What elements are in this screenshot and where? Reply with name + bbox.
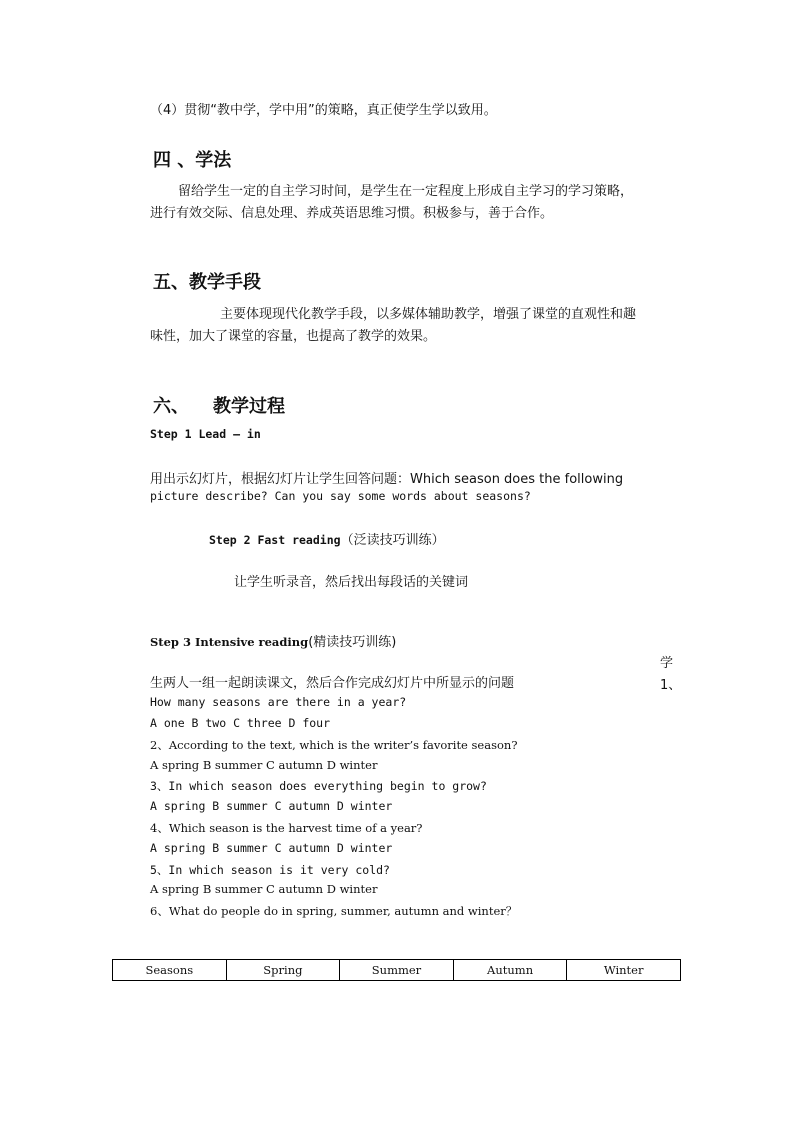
section-4-line-2: 进行有效交际、信息处理、养成英语思维习惯。积极参与，善于合作。 bbox=[150, 206, 554, 221]
step-2-label: Step 2 Fast reading bbox=[209, 533, 341, 547]
question-3: 3、In which season does everything begin to grow? bbox=[150, 779, 487, 793]
step-2-note: （泛读技巧训练） bbox=[340, 533, 445, 548]
step-2-text: 让学生听录音，然后找出每段话的关键词 bbox=[234, 575, 469, 590]
question-4: 4、Which season is the harvest time of a year? bbox=[150, 821, 423, 835]
section-6-heading-text: 教学过程 bbox=[213, 396, 285, 417]
step-1-line-1: 用出示幻灯片，根据幻灯片让学生回答问题：Which season does the following bbox=[150, 472, 624, 487]
table-header-cell: Winter bbox=[567, 960, 681, 981]
step-1-label: Step 1 Lead – in bbox=[150, 427, 261, 441]
table-header-cell: Spring bbox=[226, 960, 340, 981]
question-5: 5、In which season is it very cold? bbox=[150, 863, 390, 877]
table-header-cell: Seasons bbox=[113, 960, 227, 981]
step-3-text: 生两人一组一起朗读课文，然后合作完成幻灯片中所显示的问题 bbox=[150, 676, 515, 691]
question-3-options: A spring B summer C autumn D winter bbox=[150, 799, 393, 813]
section-5-heading: 五、教学手段 bbox=[153, 272, 261, 293]
question-2: 2、According to the text, which is the writer’s favorite season? bbox=[150, 738, 518, 752]
margin-number: 1、 bbox=[660, 678, 682, 693]
seasons-table bbox=[112, 959, 681, 981]
table-header-cell: Summer bbox=[340, 960, 454, 981]
section-4-heading: 四 、学法 bbox=[153, 150, 232, 171]
step-3-note: (精读技巧训练) bbox=[308, 635, 397, 650]
section-5-line-1: 主要体现现代化教学手段，以多媒体辅助教学，增强了课堂的直观性和趣 bbox=[220, 307, 637, 322]
step-2-line bbox=[209, 529, 445, 548]
question-1-options: A one B two C three D four bbox=[150, 716, 331, 730]
table-header-row bbox=[113, 960, 681, 981]
section-4-line-1: 留给学生一定的自主学习时间，是学生在一定程度上形成自主学习的学习策略， bbox=[178, 184, 634, 199]
question-4-options: A spring B summer C autumn D winter bbox=[150, 841, 393, 855]
question-1: How many seasons are there in a year? bbox=[150, 695, 407, 709]
question-2-options: A spring B summer C autumn D winter bbox=[150, 758, 378, 772]
step-1-line-2: picture describe? Can you say some words about seasons? bbox=[150, 489, 531, 503]
section-6-heading-number: 六、 bbox=[153, 396, 189, 417]
section-5-line-2: 味性，加大了课堂的容量，也提高了教学的效果。 bbox=[150, 329, 437, 344]
margin-char: 学 bbox=[660, 656, 674, 671]
table-header-cell: Autumn bbox=[453, 960, 567, 981]
question-6: 6、What do people do in spring, summer, autumn and winter？ bbox=[150, 904, 518, 918]
step-3-line bbox=[150, 631, 396, 650]
step-3-label: Step 3 Intensive reading bbox=[150, 635, 309, 649]
intro-item: （4）贯彻“教中学，学中用”的策略，真正使学生学以致用。 bbox=[150, 103, 497, 118]
question-5-options: A spring B summer C autumn D winter bbox=[150, 882, 378, 896]
